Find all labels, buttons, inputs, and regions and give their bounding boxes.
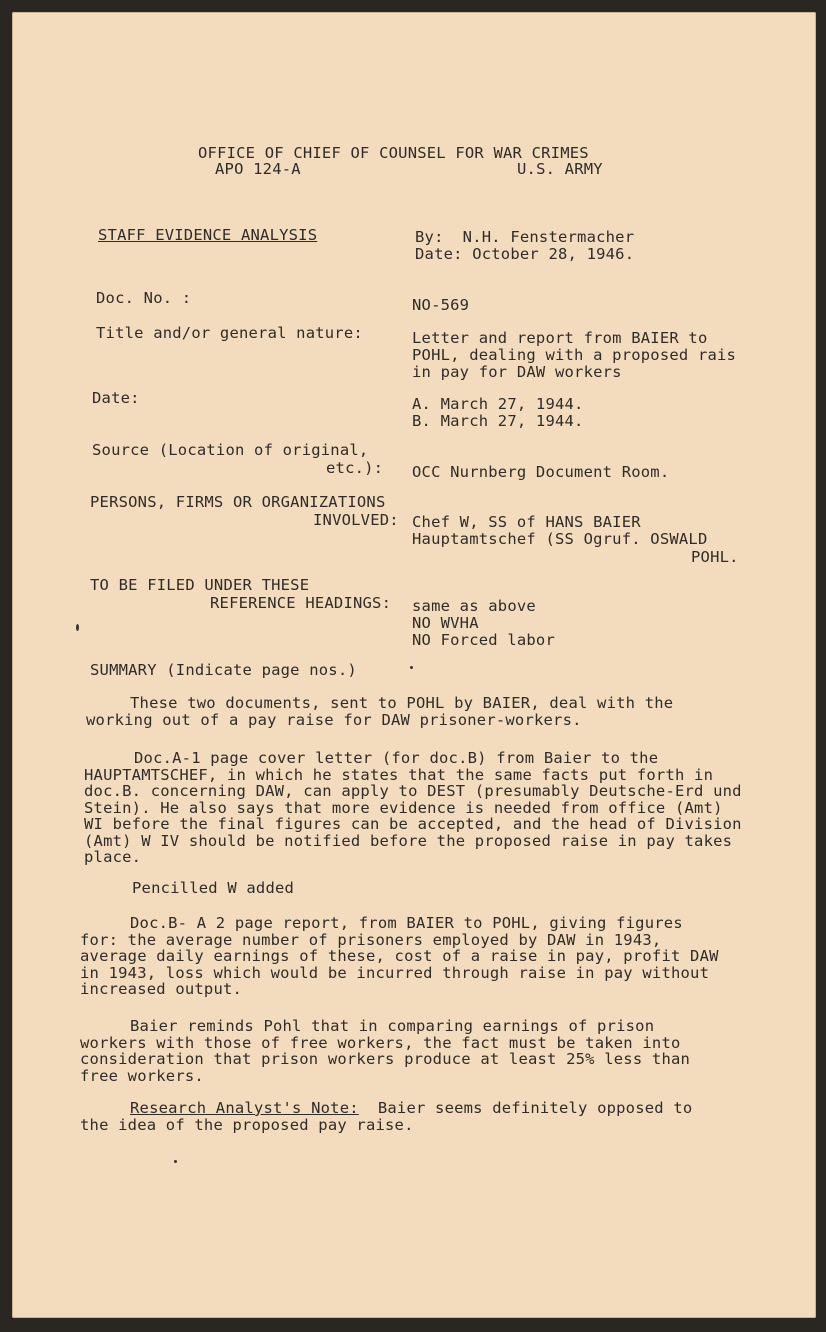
date-value-a: A. March 27, 1944. [412,395,584,413]
summary-paragraph-1: These two documents, sent to POHL by BAIER, deal with the working out of a pay raise for DAW prisoner-workers. [86,694,674,729]
summary-paragraph-2: Doc.A-1 page cover letter (for doc.B) from Baier to the HAUPTAMTSCHEF, in which he states that the same facts put forth in doc.B. concerning DAW, can apply to DEST (presumably Deutsche-Erd und Stein). He also says that more evidence is needed from office (Amt) WI before the final figures can be accepted, and the head of Division (Amt) W IV should be notified before the proposed raise in pay takes place. [84,749,742,866]
filed-label: TO BE FILED UNDER THESE [90,576,310,594]
persons-label: PERSONS, FIRMS OR ORGANIZATIONS [90,493,386,511]
analysis-title: STAFF EVIDENCE ANALYSIS [98,226,318,244]
source-label-cont: etc.): [326,459,384,477]
summary-paragraph-5: Baier reminds Pohl that in comparing earnings of prison workers with those of free workers, the fact must be taken into consideration that prison workers produce at least 25% less than free workers. [80,1017,691,1085]
apo-number: APO 124-A [215,160,301,178]
title-value-line: in pay for DAW workers [412,363,622,381]
date-value-b: B. March 27, 1944. [412,412,584,430]
persons-label-cont: INVOLVED: [313,511,399,529]
ink-mark [410,666,413,669]
title-value-line: POHL, dealing with a proposed rais [412,346,737,364]
analyst-note [80,1100,730,1133]
analysis-date: Date: October 28, 1946. [415,245,635,263]
author-line: By: N.H. Fenstermacher [415,228,635,246]
ink-mark [174,1160,177,1163]
army-label: U.S. ARMY [517,160,603,178]
summary-paragraph-4: Doc.B- A 2 page report, from BAIER to POHL, giving figures for: the average number of prisoners employed by DAW in 1943, average daily earnings of these, cost of a raise in pay, profit DAW in 1943, loss which would be incurred through raise in pay without increased output. [80,914,719,998]
analyst-note-label: Research Analyst's Note: [130,1099,359,1117]
filed-value-line: NO Forced labor [412,631,555,649]
doc-no-label: Doc. No. : [96,289,192,307]
title-label: Title and/or general nature: [96,324,363,342]
summary-label: SUMMARY (Indicate page nos.) [90,661,357,679]
filed-value-line: same as above [412,597,536,615]
ink-mark [76,624,79,631]
office-heading: OFFICE OF CHIEF OF COUNSEL FOR WAR CRIMES [198,144,589,162]
doc-no-value: NO-569 [412,296,470,314]
persons-value-line: Chef W, SS of HANS BAIER [412,513,641,531]
title-value-line: Letter and report from BAIER to [412,329,708,347]
pencil-note: Pencilled W added [132,879,295,897]
analyst-note-text: Baier seems definitely opposed to the idea of the proposed pay raise. [80,1099,693,1134]
source-label: Source (Location of original, [92,441,369,459]
source-value: OCC Nurnberg Document Room. [412,463,670,481]
date-label: Date: [92,389,140,407]
filed-label-cont: REFERENCE HEADINGS: [210,594,392,612]
filed-value-line: NO WVHA [412,614,479,632]
persons-value-line: Hauptamtschef (SS Ogruf. OSWALD [412,530,708,548]
persons-value-line: POHL. [691,548,739,566]
